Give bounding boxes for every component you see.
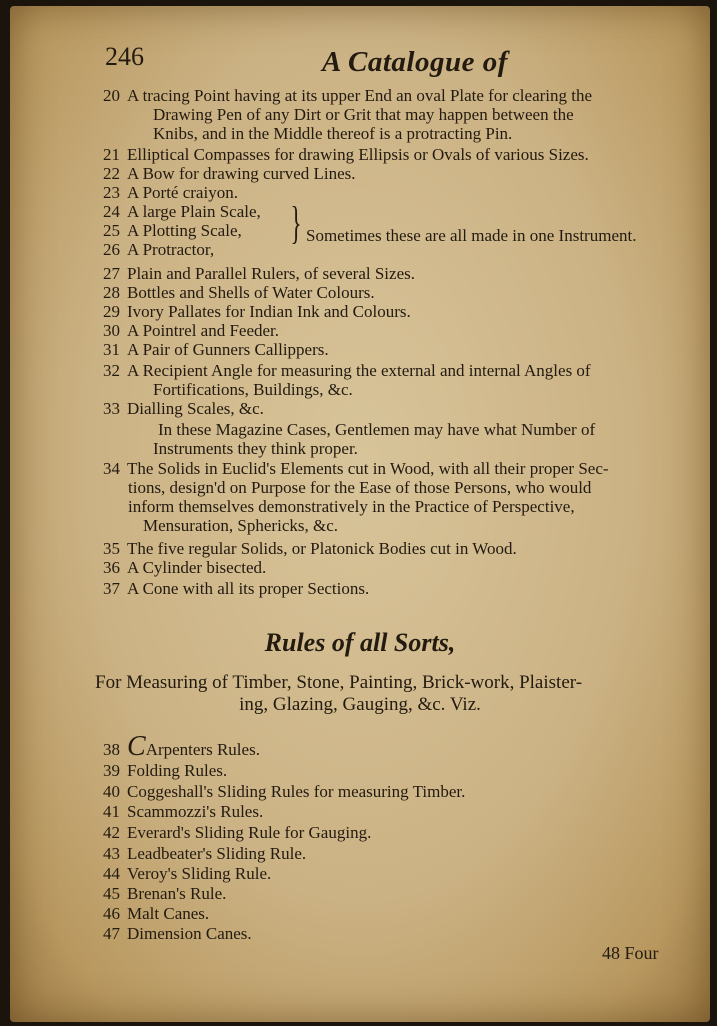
entry-text: Folding Rules. xyxy=(127,761,228,780)
entry-continuation: tions, design'd on Purpose for the Ease of those Persons, who would xyxy=(128,478,592,497)
entry-number: 41 xyxy=(103,802,120,821)
entry-text: A Protractor, xyxy=(127,240,215,259)
catalogue-entry xyxy=(103,340,685,359)
entry-text: Dialling Scales, &c. xyxy=(127,399,264,418)
entry-text: A Bow for drawing curved Lines. xyxy=(127,164,356,183)
entry-text: Plain and Parallel Rulers, of several Sizes. xyxy=(127,264,415,283)
entry-text: Ivory Pallates for Indian Ink and Colours. xyxy=(127,302,411,321)
entry-number: 27 xyxy=(103,264,120,283)
entry-text: A Recipient Angle for measuring the external and internal Angles of xyxy=(127,361,591,380)
entry-continuation: Mensuration, Sphericks, &c. xyxy=(143,516,338,535)
entry-number: 47 xyxy=(103,924,120,943)
entry-text: A Plotting Scale, xyxy=(127,221,242,240)
entry-text: Everard's Sliding Rule for Gauging. xyxy=(127,823,372,842)
entry-note: In these Magazine Cases, Gentlemen may have what Number of xyxy=(158,420,596,439)
entry-text: A large Plain Scale, xyxy=(127,202,261,221)
entry-text: Malt Canes. xyxy=(127,904,210,923)
entry-text: A Pointrel and Feeder. xyxy=(127,321,280,340)
catalogue-entry xyxy=(103,264,685,283)
entry-text: Scammozzi's Rules. xyxy=(127,802,264,821)
entry-number: 34 xyxy=(103,459,120,478)
entry-number: 35 xyxy=(103,539,120,558)
catalogue-entry xyxy=(103,399,685,418)
entry-number: 21 xyxy=(103,145,120,164)
section-subheading: For Measuring of Timber, Stone, Painting, Brick-work, Plaister- xyxy=(95,672,583,693)
catalogue-entry xyxy=(103,302,685,321)
catalogue-entry xyxy=(103,844,685,863)
catalogue-entry xyxy=(103,924,685,943)
catalogue-entry xyxy=(103,183,685,202)
entry-number: 25 xyxy=(103,221,120,240)
entry-continuation: Knibs, and in the Middle thereof is a protracting Pin. xyxy=(153,124,513,143)
running-title: A Catalogue of xyxy=(322,46,508,78)
entry-text: Arpenters Rules. xyxy=(145,740,260,759)
curly-brace-icon: } xyxy=(290,197,302,248)
entry-continuation: Drawing Pen of any Dirt or Grit that may happen between the xyxy=(153,105,574,124)
entry-number: 24 xyxy=(103,202,120,221)
catalogue-entry xyxy=(103,361,685,380)
catalogue-entry xyxy=(103,539,685,558)
brace-note: Sometimes these are all made in one Instrument. xyxy=(306,226,637,245)
catalogue-entry xyxy=(103,283,685,302)
catalogue-entry xyxy=(103,761,685,780)
entry-number: 43 xyxy=(103,844,120,863)
entry-number: 28 xyxy=(103,283,120,302)
catalogue-entry xyxy=(103,558,685,577)
catalogue-entry xyxy=(103,145,685,164)
entry-continuation: Fortifications, Buildings, &c. xyxy=(153,380,353,399)
entry-text: Leadbeater's Sliding Rule. xyxy=(127,844,307,863)
entry-text: Bottles and Shells of Water Colours. xyxy=(127,283,375,302)
catalogue-entry xyxy=(103,579,685,598)
section-heading: Rules of all Sorts, xyxy=(264,628,456,657)
entry-text: A Pair of Gunners Callippers. xyxy=(127,340,329,359)
entry-text: A tracing Point having at its upper End an oval Plate for clearing the xyxy=(127,86,593,105)
entry-number: 36 xyxy=(103,558,120,577)
entry-number: 38 xyxy=(103,740,120,759)
entry-text: A Porté craiyon. xyxy=(127,183,238,202)
entry-number: 42 xyxy=(103,823,120,842)
entry-text: Elliptical Compasses for drawing Ellipsis or Ovals of various Sizes. xyxy=(127,145,589,164)
entry-number: 40 xyxy=(103,782,120,801)
entry-number: 31 xyxy=(103,340,120,359)
catalogue-entry xyxy=(103,823,685,842)
catalogue-entry xyxy=(103,782,685,801)
entry-number: 33 xyxy=(103,399,120,418)
catalogue-entry xyxy=(103,904,685,923)
entry-text: Veroy's Sliding Rule. xyxy=(127,864,272,883)
catalogue-entry xyxy=(103,86,685,105)
entry-text: Dimension Canes. xyxy=(127,924,252,943)
entry-note: Instruments they think proper. xyxy=(153,439,358,458)
entry-number: 23 xyxy=(103,183,120,202)
entry-number: 20 xyxy=(103,86,120,105)
catalogue-entry xyxy=(103,164,685,183)
entry-text: A Cylinder bisected. xyxy=(127,558,267,577)
catalogue-entry xyxy=(103,731,685,762)
catalogue-entry xyxy=(103,884,685,903)
entry-number: 44 xyxy=(103,864,120,883)
catalogue-entry xyxy=(103,802,685,821)
entry-text: The Solids in Euclid's Elements cut in Wood, with all their proper Sec- xyxy=(127,459,609,478)
drop-cap: C xyxy=(127,731,146,762)
entry-number: 45 xyxy=(103,884,120,903)
catalogue-entry xyxy=(103,864,685,883)
entry-text: Brenan's Rule. xyxy=(127,884,227,903)
entry-number: 39 xyxy=(103,761,120,780)
entry-number: 37 xyxy=(103,579,120,598)
catalogue-entry xyxy=(103,202,685,221)
entry-number: 32 xyxy=(103,361,120,380)
entry-number: 29 xyxy=(103,302,120,321)
entry-number: 26 xyxy=(103,240,120,259)
entry-text: The five regular Solids, or Platonick Bodies cut in Wood. xyxy=(127,539,517,558)
entry-continuation: inform themselves demonstratively in the Practice of Perspective, xyxy=(128,497,575,516)
catchword: 48 Four xyxy=(602,943,659,963)
page-number: 246 xyxy=(105,42,144,71)
section-subheading: ing, Glazing, Gauging, &c. Viz. xyxy=(239,694,481,715)
entry-number: 46 xyxy=(103,904,120,923)
entry-number: 22 xyxy=(103,164,120,183)
entry-number: 30 xyxy=(103,321,120,340)
entry-text: Coggeshall's Sliding Rules for measuring Timber. xyxy=(127,782,466,801)
catalogue-entry xyxy=(103,459,685,478)
entry-text: A Cone with all its proper Sections. xyxy=(127,579,370,598)
catalogue-entry xyxy=(103,321,685,340)
book-page xyxy=(10,6,710,1022)
